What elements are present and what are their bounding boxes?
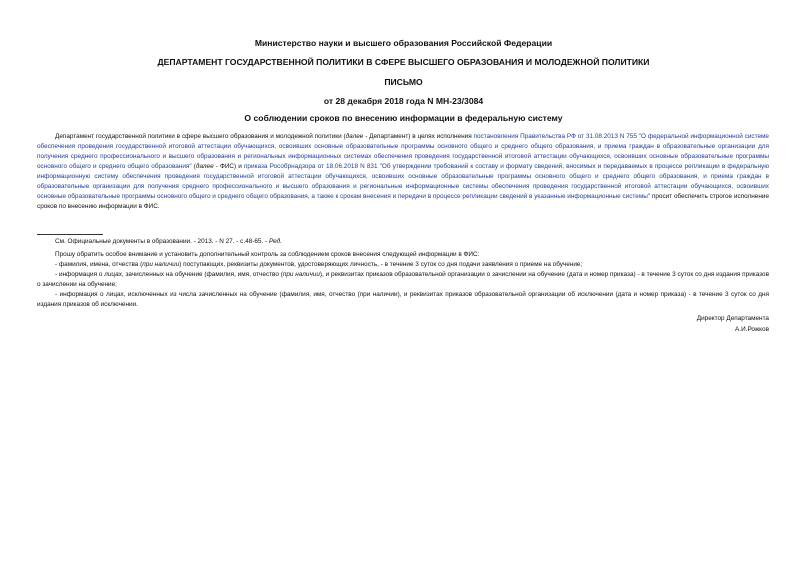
text-fragment: - информация о xyxy=(55,271,105,278)
department-title: ДЕПАРТАМЕНТ ГОСУДАРСТВЕННОЙ ПОЛИТИКИ В СФЕРЕ ВЫСШЕГО ОБРАЗОВАНИЯ И МОЛОДЕЖНОЙ ПОЛИТИКИ xyxy=(157,57,650,67)
signature-name: А.И.Рожков xyxy=(735,326,769,333)
text-fragment: , зачисленных на обучение (фамилия, имя, отчество ( xyxy=(121,271,283,278)
government-decree-link[interactable]: постановления Правительства РФ от 31.08.2013 N 755 "О федеральной информационной системе обеспечения проведения государственной итоговой аттестации обучающихся, освоивших основные образовательные программы основного общего и среднего общего образования, и приема граждан в образовательные организации для получения среднего профессионального и высшего образования и региональных информационных системах обеспечения проведения государственной итоговой аттестации обучающихся, освоивших основные образовательные программы основного общего и среднего общего образования" xyxy=(37,133,769,170)
rosobrnadzor-order-link[interactable]: приказа Рособрнадзора от 18.06.2018 N 831 "Об утверждении требований к составу и формату сведений, вносимых и передаваемых в процессе репликации в федеральную информационную систему обеспечения проведения государственной итоговой аттестации обучающихся, освоивших основные образовательные программы основного общего и среднего общего образования, и приема граждан в образовательные организации для получения среднего профессионального и высшего образования и региональные информационные системы обеспечения проведения государственной итоговой аттестации обучающихся, освоивших основные образовательные программы основного общего и среднего общего образования, а также к срокам внесения и передачи в процессе репликации сведений в указанные информационные системы" xyxy=(37,163,770,200)
list-intro: Прошу обратить особое внимание и установить дополнительный контроль за соблюдением сроков внесения следующей информации в ФИС: xyxy=(55,251,480,258)
text-fragment: Департамент государственной политики в сфере высшего образования и молодежной политики ( xyxy=(55,133,346,140)
footnote-italic: Ред. xyxy=(268,238,282,245)
signature-position: Директор Департамента xyxy=(696,315,769,322)
list-item xyxy=(37,260,769,270)
footnote-text: См. Официальные документы в образовании. - 2013. - N 27. - с.48-65. - xyxy=(55,238,269,245)
text-italic: далее xyxy=(345,133,364,140)
document-type: ПИСЬМО xyxy=(384,77,423,87)
document-subject: О соблюдении сроков по внесению информации в федеральную систему xyxy=(244,113,563,123)
list-item xyxy=(37,270,769,290)
text-fragment: ), и реквизитах приказов образовательной организации о зачислении на обучение (дата и номер приказа) - в течение 3 суток со дня издания приказов о зачислении на обучение; xyxy=(37,271,769,288)
text-italic: при наличии xyxy=(142,261,180,268)
text-fragment: - ФИС) и xyxy=(213,163,244,170)
text-italic: при наличии xyxy=(282,271,320,278)
text-fragment: ( xyxy=(191,163,196,170)
ministry-title: Министерство науки и высшего образования Российской Федерации xyxy=(254,38,553,48)
text-fragment: - Департамент) в целях исполнения xyxy=(363,133,474,140)
text-italic: лицах xyxy=(104,271,122,278)
text-italic: далее xyxy=(195,163,214,170)
main-paragraph xyxy=(37,132,769,212)
footnote-divider xyxy=(37,234,103,235)
text-fragment: ) поступающих, реквизиты документов, удостоверяющих личность, - в течение 3 суток со дня подачи заявления о приеме на обучение; xyxy=(179,261,583,268)
footnote xyxy=(55,238,282,245)
text-fragment: просит обеспечить строгое исполнение сроков по внесению информации в ФИС. xyxy=(37,193,769,210)
list-item: - информация о лицах, исключенных из числа зачисленных на обучение (фамилия, имя, отчество (при наличии), и реквизитах приказов образовательной организации об исключении (дата и номер приказа) - в течение 3 суток со дня издания приказов об исключении. xyxy=(37,291,769,308)
document-date-number: от 28 декабря 2018 года N МН-23/3084 xyxy=(323,96,484,106)
text-fragment: - фамилия, имена, отчества ( xyxy=(55,261,143,268)
requirements-list xyxy=(37,250,769,310)
letter-body xyxy=(37,132,769,212)
